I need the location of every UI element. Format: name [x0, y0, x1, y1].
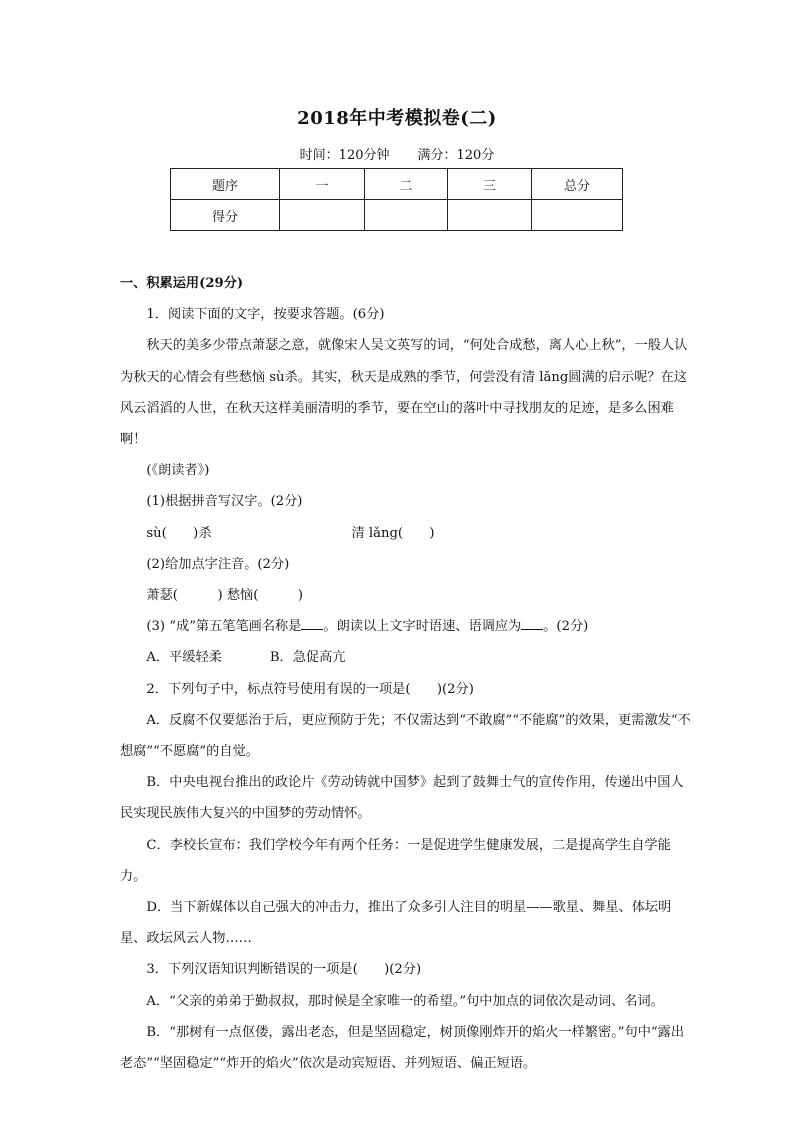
score-cell: 一 — [280, 169, 365, 200]
exam-time: 时间：120分钟 — [299, 148, 390, 163]
exam-full-score: 满分：120分 — [417, 148, 495, 163]
score-cell: 得分 — [171, 200, 280, 231]
pinyin-blank: sù( )杀 — [146, 525, 212, 541]
sub-question: (2)给加点字注音。(2分) — [146, 556, 290, 572]
score-table — [170, 168, 623, 231]
score-cell-blank — [532, 200, 623, 231]
score-cell-blank — [365, 200, 448, 231]
score-cell: 三 — [448, 169, 532, 200]
answer-line — [120, 580, 696, 611]
passage-source: (《朗读者》) — [146, 463, 210, 479]
exam-meta — [0, 144, 794, 163]
score-cell: 二 — [365, 169, 448, 200]
option: C．李校长宣布：我们学校今年有两个任务：一是促进学生健康发展，二是提高学生自学能力。 — [120, 837, 671, 884]
pinyin-blank: 清 lǎng( ) — [351, 525, 435, 541]
option: A．反腐不仅要惩治于后，更应预防于先；不仅需达到“不敢腐”“不能腐”的效果，更需激发“不想腐”“不愿腐”的自觉。 — [120, 712, 691, 760]
score-cell-blank — [448, 200, 532, 231]
sub-question: (3) “成”第五笔笔画名称是 。朗读以上文字时语速、语调应为 。(2分) — [146, 619, 589, 635]
score-cell-blank — [280, 200, 365, 231]
option: A．平缓轻柔 — [146, 650, 222, 666]
phonetic-blank: 愁恼( ) — [226, 588, 304, 604]
score-cell: 总分 — [532, 169, 623, 200]
answer-blank — [521, 617, 543, 630]
exam-title: 2018年中考模拟卷(二) — [297, 108, 497, 129]
score-table-header-row — [171, 169, 623, 200]
options-line — [120, 642, 696, 673]
option: D．当下新媒体以自己强大的冲击力，推出了众多引人注目的明星——歌星、舞星、体坛明星、政坛风云人物…… — [120, 900, 672, 947]
phonetic-blank: 萧瑟( ) — [146, 588, 223, 604]
question-stem: 3．下列汉语知识判断错误的一项是( )(2分) — [146, 962, 422, 978]
question-stem: 2．下列句子中，标点符号使用有误的一项是( )(2分) — [146, 681, 474, 697]
question-stem: 1．阅读下面的文字，按要求答题。(6分) — [146, 307, 385, 323]
option: B．中央电视台推出的政论片《劳动铸就中国梦》起到了鼓舞士气的宣传作用，传递出中国人民实现民族伟大复兴的中国梦的劳动情怀。 — [120, 775, 684, 822]
exam-content — [120, 268, 696, 1079]
answer-line — [120, 518, 696, 549]
score-table-score-row — [171, 200, 623, 231]
option: B．“那树有一点伛偻，露出老态，但是坚固稳定，树顶像刚炸开的焰火一样繁密。”句中“露出老态”“坚固稳定”“炸开的焰火”依次是动宾短语、并列短语、偏正短语。 — [120, 1024, 685, 1072]
answer-blank — [301, 617, 323, 630]
score-cell: 题序 — [171, 169, 280, 200]
sub-question: (1)根据拼音写汉字。(2分) — [146, 494, 303, 510]
option: A．“父亲的弟弟于勤叔叔，那时候是全家唯一的希望。”句中加点的词依次是动词、名词。 — [146, 993, 664, 1009]
option: B．急促高亢 — [269, 650, 346, 666]
reading-passage: 秋天的美多少带点萧瑟之意，就像宋人吴文英写的词，“何处合成愁，离人心上秋”，一般人认为秋天的心情会有些愁恼 sù杀。其实，秋天是成熟的季节，何尝没有清 lǎng圆满的启示呢？在这风云滔滔的人世，在秋天这样美丽清明的季节，要在空山的落叶中寻找朋友的足迹，是多么困难啊！ — [120, 338, 688, 448]
section-heading: 一、积累运用(29分) — [120, 276, 244, 291]
